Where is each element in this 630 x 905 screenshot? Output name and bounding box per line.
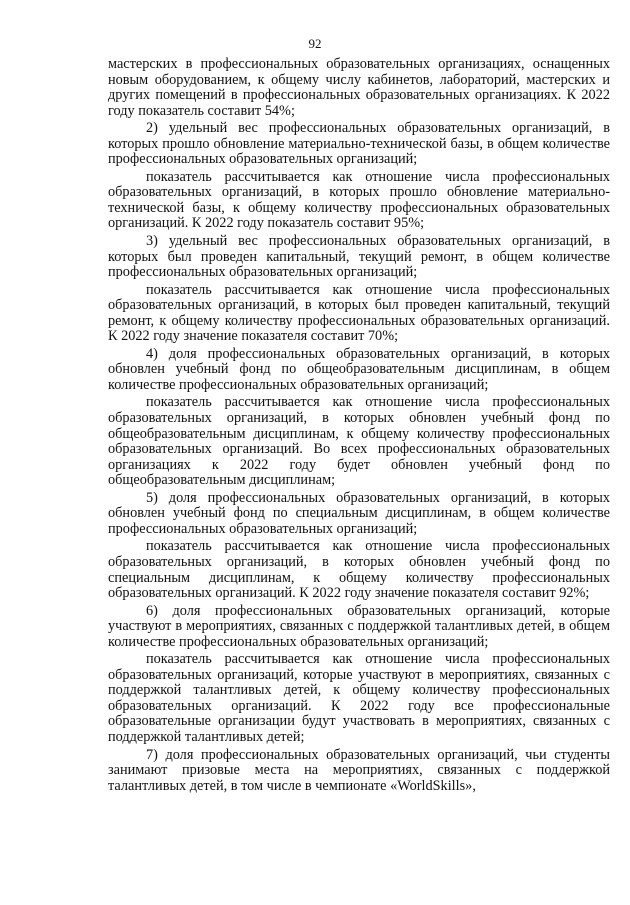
- paragraph: показатель рассчитывается как отношение числа профессиональных образовательных организаций, в которых прошло обновление материально-технической базы, к общему количеству профессиональных образовательных организаций. К 2022 году показатель составит 95%;: [108, 168, 610, 232]
- page-number: 92: [308, 36, 322, 51]
- paragraph: 7) доля профессиональных образовательных организаций, чьи студенты занимают призовые места на мероприятиях, связанных с поддержкой талантливых детей, в том числе в чемпионате «WorldSkills»,: [108, 746, 610, 794]
- paragraph: 2) удельный вес профессиональных образовательных организаций, в которых прошло обновление материально-технической базы, в общем количестве профессиональных образовательных организаций;: [108, 120, 610, 168]
- paragraph: 3) удельный вес профессиональных образовательных организаций, в которых был проведен капитальный, текущий ремонт, в общем количестве профессиональных образовательных организаций;: [108, 233, 610, 281]
- paragraph: показатель рассчитывается как отношение числа профессиональных образовательных организаций, в которых обновлен учебный фонд по специальным дисциплинам, к общему количеству профессиональных образовательных организаций. К 2022 году значение показателя составит 92%;: [108, 538, 610, 602]
- paragraph: 6) доля профессиональных образовательных организаций, которые участвуют в мероприятиях, связанных с поддержкой талантливых детей, в общем количестве профессиональных образовательных организаций;: [108, 602, 610, 650]
- paragraph: показатель рассчитывается как отношение числа профессиональных образовательных организаций, в которых обновлен учебный фонд по общеобразовательным дисциплинам, к общему количеству профессиональных образовательных организаций. Во всех профессиональных образовательных организациях к 2022 году будет обновлен учебный фонд по общеобразовательным дисциплинам;: [108, 394, 610, 489]
- paragraph: мастерских в профессиональных образовательных организациях, оснащенных новым оборудованием, к общему числу кабинетов, лабораторий, мастерских и других помещений в профессиональных образовательных организациях. К 2022 году показатель составит 54%;: [108, 56, 610, 119]
- paragraph: 4) доля профессиональных образовательных организаций, в которых обновлен учебный фонд по общеобразовательным дисциплинам, в общем количестве профессиональных образовательных организаций;: [108, 345, 610, 393]
- paragraph: показатель рассчитывается как отношение числа профессиональных образовательных организаций, в которых был проведен капитальный, текущий ремонт, к общему количеству профессиональных образовательных организаций. К 2022 году значение показателя составит 70%;: [108, 281, 610, 345]
- paragraph: 5) доля профессиональных образовательных организаций, в которых обновлен учебный фонд по специальным дисциплинам, в общем количестве профессиональных образовательных организаций;: [108, 489, 610, 537]
- document-body: [108, 57, 610, 796]
- paragraph: показатель рассчитывается как отношение числа профессиональных образовательных организаций, которые участвуют в мероприятиях, связанных с поддержкой талантливых детей, к общему количеству профессиональных образовательных организаций. К 2022 году все профессиональные образовательные организации будут участвовать в мероприятиях, связанных с поддержкой талантливых детей;: [108, 651, 610, 745]
